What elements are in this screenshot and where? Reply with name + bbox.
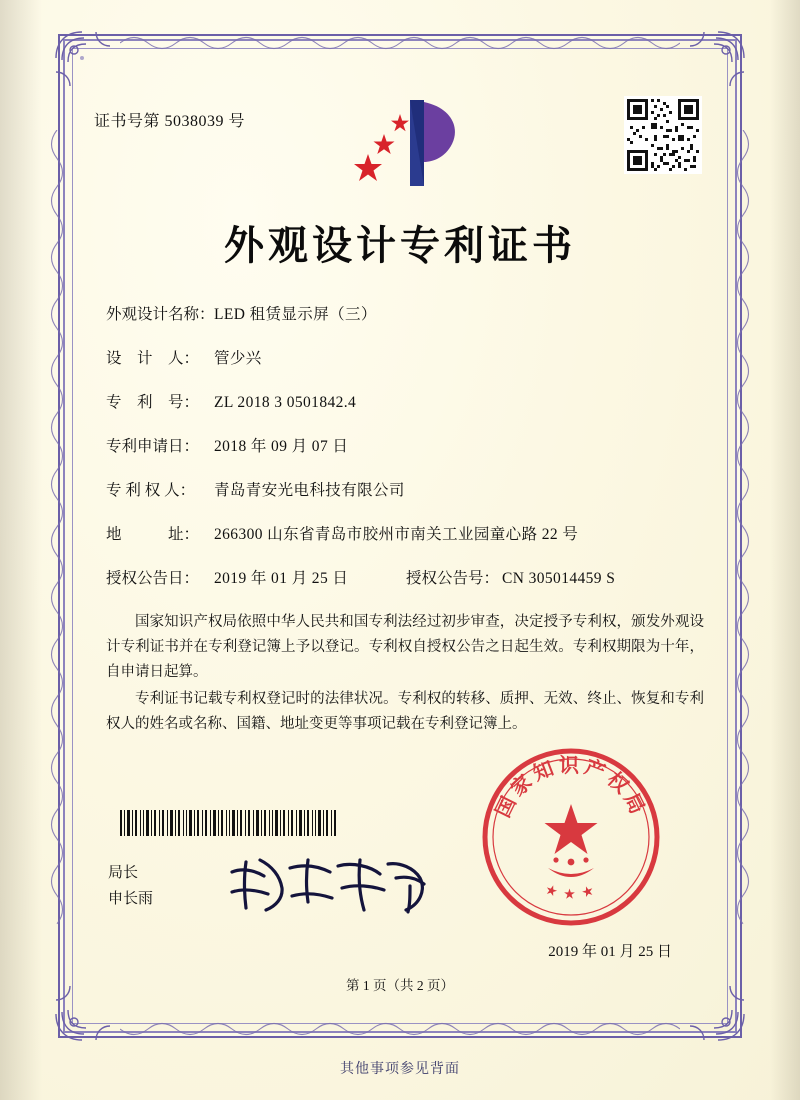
value-patent-number: ZL 2018 3 0501842.4 (214, 394, 357, 411)
field-patentee (106, 478, 708, 500)
cnipa-logo (348, 92, 468, 192)
back-page-note: 其他事项参见背面 (340, 1062, 460, 1077)
seal-date: 2019 年 01 月 25 日 (548, 944, 672, 960)
qr-code (624, 96, 702, 174)
svg-text:★ ★ ★: ★ ★ ★ (544, 882, 598, 902)
svg-text:国家知识产权局: 国家知识产权局 (492, 755, 650, 822)
value-grant-number: CN 305014459 S (502, 570, 616, 587)
barcode (118, 810, 338, 836)
handwritten-signature (220, 852, 450, 922)
label-patentee: 专 利 权 人： (106, 482, 196, 499)
field-grant-row (106, 566, 708, 588)
paragraph-2: 专利证书记载专利权登记时的法律状况。专利权的转移、质押、无效、终止、恢复和专利权人的姓名或名称、国籍、地址变更等事项记载在专利登记簿上。 (106, 691, 704, 732)
certificate-number: 证书号第 5038039 号 (94, 113, 246, 130)
value-designer: 管少兴 (214, 350, 262, 367)
value-address: 266300 山东省青岛市胶州市南关工业园童心路 22 号 (214, 526, 579, 543)
label-designer: 设 计 人： (106, 350, 200, 367)
label-patent-number: 专 利 号： (106, 394, 200, 411)
value-patentee: 青岛青安光电科技有限公司 (214, 482, 405, 499)
field-designer (106, 346, 708, 368)
fields-list (106, 302, 708, 608)
signer-name: 申长雨 (108, 891, 154, 907)
certificate-content (92, 70, 708, 1008)
label-grant-date: 授权公告日： (106, 570, 200, 587)
label-grant-number: 授权公告号： (406, 570, 500, 587)
field-patent-number (106, 390, 708, 412)
scan-shadow-right (770, 0, 800, 1100)
field-design-name (106, 302, 708, 324)
value-grant-date: 2019 年 01 月 25 日 (214, 570, 349, 587)
page-title: 外观设计专利证书 (224, 223, 576, 268)
label-address: 地 址： (106, 526, 200, 543)
paragraph-1: 国家知识产权局依照中华人民共和国专利法经过初步审查，决定授予专利权，颁发外观设计专利证书并在专利登记簿上予以登记。专利权自授权公告之日起生效。专利权期限为十年，自申请日起算。 (106, 614, 704, 680)
signer-block (108, 860, 153, 912)
scan-shadow-left (0, 0, 42, 1100)
official-red-seal (476, 742, 666, 932)
page-indicator: 第 1 页（共 2 页） (346, 978, 454, 993)
signer-role: 局长 (108, 865, 139, 881)
value-application-date: 2018 年 09 月 07 日 (214, 438, 349, 455)
field-application-date (106, 434, 708, 456)
border-pattern-bottom (120, 1016, 680, 1042)
value-design-name: LED 租赁显示屏（三） (214, 306, 377, 323)
border-pattern-right (730, 130, 756, 940)
border-pattern-top (120, 30, 680, 56)
label-application-date: 专利申请日： (106, 438, 200, 455)
label-design-name: 外观设计名称： (106, 306, 215, 323)
border-pattern-left (44, 130, 70, 940)
field-address (106, 522, 708, 544)
legal-text (106, 610, 704, 739)
